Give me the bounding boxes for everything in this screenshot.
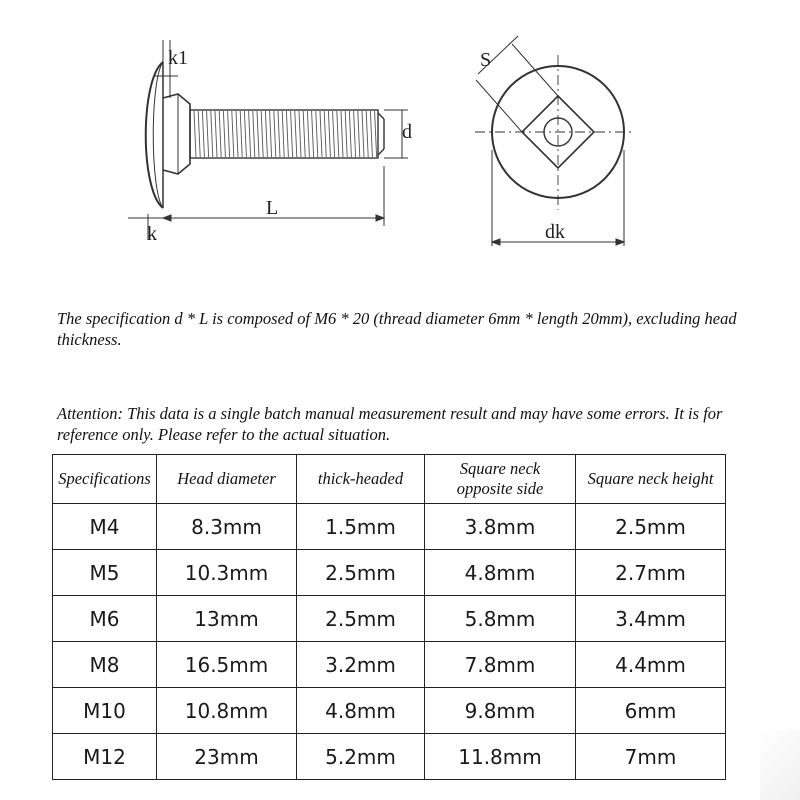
d-label: d bbox=[402, 121, 412, 143]
table-cell: 7mm bbox=[576, 734, 726, 780]
table-cell: 4.8mm bbox=[297, 688, 425, 734]
table-header-row bbox=[53, 455, 726, 504]
table-row bbox=[53, 734, 726, 780]
table-cell: 6mm bbox=[576, 688, 726, 734]
header-thick-headed: thick-headed bbox=[297, 455, 425, 504]
table-cell: 2.7mm bbox=[576, 550, 726, 596]
table-cell: 3.4mm bbox=[576, 596, 726, 642]
table-cell: 13mm bbox=[157, 596, 297, 642]
technical-drawing bbox=[0, 0, 800, 270]
header-head-diameter: Head diameter bbox=[157, 455, 297, 504]
header-specifications: Specifications bbox=[53, 455, 157, 504]
table-row bbox=[53, 550, 726, 596]
table-row bbox=[53, 504, 726, 550]
corner-shading bbox=[760, 730, 800, 800]
table-cell: M4 bbox=[53, 504, 157, 550]
S-label: S bbox=[480, 49, 492, 71]
table-row bbox=[53, 596, 726, 642]
specification-note: The specification d * L is composed of M6 * 20 (thread diameter 6mm * length 20mm), excluding head thickness. bbox=[57, 309, 737, 349]
L-label: L bbox=[266, 197, 279, 219]
header-square-neck-opposite-side: Square neck opposite side bbox=[425, 455, 576, 504]
table-cell: 5.8mm bbox=[425, 596, 576, 642]
table-cell: 4.4mm bbox=[576, 642, 726, 688]
attention-note: Attention: This data is a single batch manual measurement result and may have some errors. It is for reference only. Please refer to the actual situation. bbox=[57, 404, 723, 444]
table-cell: 10.8mm bbox=[157, 688, 297, 734]
table-cell: 10.3mm bbox=[157, 550, 297, 596]
header-square-neck-height: Square neck height bbox=[576, 455, 726, 504]
table-cell: 2.5mm bbox=[297, 550, 425, 596]
table-cell: 11.8mm bbox=[425, 734, 576, 780]
table-cell: M10 bbox=[53, 688, 157, 734]
table-cell: 16.5mm bbox=[157, 642, 297, 688]
table-cell: M12 bbox=[53, 734, 157, 780]
table-cell: 9.8mm bbox=[425, 688, 576, 734]
specification-table bbox=[52, 454, 726, 780]
table-cell: 3.2mm bbox=[297, 642, 425, 688]
k1-label: k1 bbox=[168, 47, 188, 69]
table-cell: 2.5mm bbox=[297, 596, 425, 642]
table-cell: 4.8mm bbox=[425, 550, 576, 596]
table-cell: 3.8mm bbox=[425, 504, 576, 550]
table-cell: 1.5mm bbox=[297, 504, 425, 550]
table-cell: 2.5mm bbox=[576, 504, 726, 550]
table-row bbox=[53, 688, 726, 734]
carriage-bolt-side-view-icon bbox=[146, 62, 384, 208]
table-cell: M5 bbox=[53, 550, 157, 596]
carriage-bolt-top-view-icon bbox=[475, 36, 632, 210]
table-cell: 5.2mm bbox=[297, 734, 425, 780]
table-cell: 7.8mm bbox=[425, 642, 576, 688]
dk-label: dk bbox=[545, 221, 565, 243]
table-cell: M6 bbox=[53, 596, 157, 642]
table-cell: M8 bbox=[53, 642, 157, 688]
table-row bbox=[53, 642, 726, 688]
k-label: k bbox=[147, 223, 157, 245]
table-cell: 8.3mm bbox=[157, 504, 297, 550]
table-cell: 23mm bbox=[157, 734, 297, 780]
